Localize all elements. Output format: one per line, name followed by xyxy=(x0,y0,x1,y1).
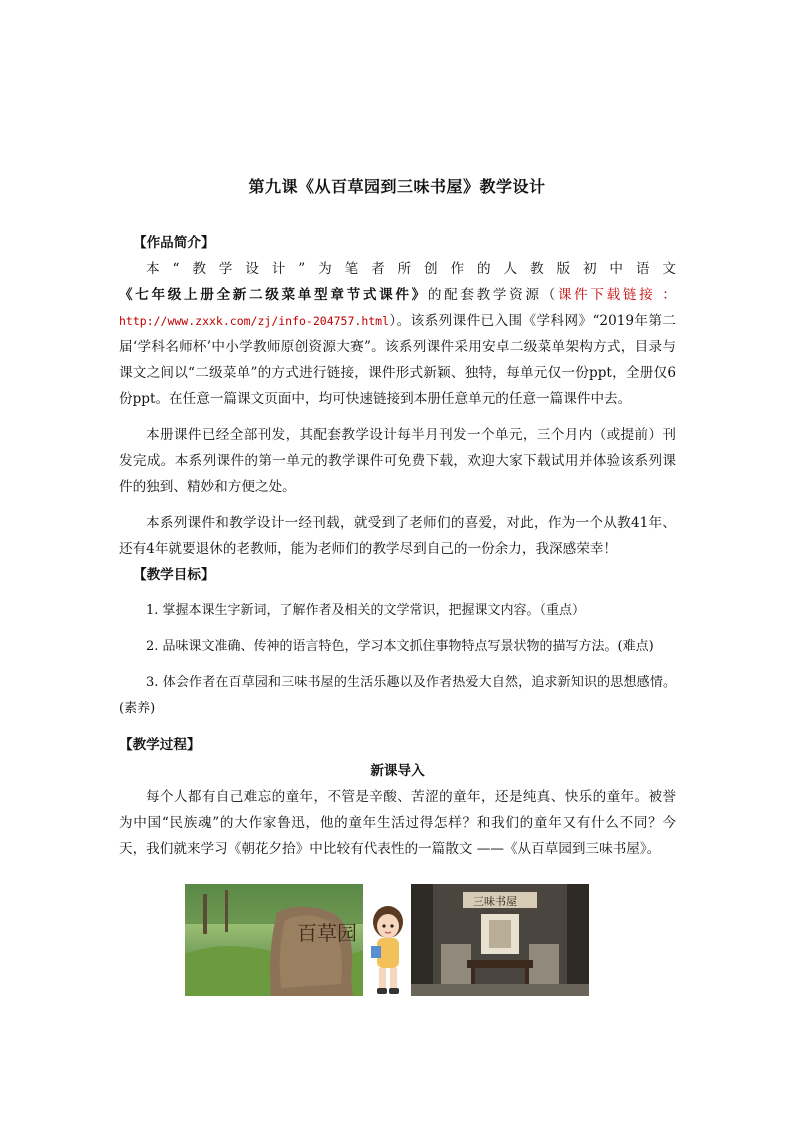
goal-item-2: 2. 品味课文准确、传神的语言特色，学习本文抓住事物特点写景状物的描写方法。(难点) xyxy=(146,639,654,654)
intro-heading: 【作品简介】 xyxy=(133,235,215,251)
girl-cartoon-icon xyxy=(365,902,411,996)
goal-item-3: 3. 体会作者在百草园和三味书屋的生活乐趣以及作者热爱大自然，追求新知识的思想感情。(素养) xyxy=(119,675,676,716)
download-link-url[interactable]: http://www.zxxk.com/zj/info-204757.html xyxy=(119,314,390,328)
course-title: 《七年级上册全新二级菜单型章节式课件》 xyxy=(119,287,428,303)
process-subheading: 新课导入 xyxy=(370,763,425,779)
intro-text: ）。该系列课件已入围《学科网》“2019年第二届‘学科名师杯’中小学教师原创资源大赛”。该系列课件采用安卓二级菜单架构方式，目录与课文之间以“二级菜单”的方式进行链接，课件形式新颖、独特，每单元仅一份ppt，全册仅6份ppt。在任意一篇课文页面中，均可快速链接到本册任意单元的任意一篇课件中去。 xyxy=(119,313,676,407)
baicaoyuan-scene xyxy=(185,884,363,996)
stone-inscription: 百草园 xyxy=(297,921,357,945)
illustration-strip xyxy=(185,884,589,996)
intro-paragraph-3: 本系列课件和教学设计一经刊载，就受到了老师们的喜爱，对此，作为一个从教41年、还有4年就要退休的老教师，能为老师们的教学尽到自己的一份余力，我深感荣幸！ xyxy=(119,515,676,557)
page-title: 第九课《从百草园到三味书屋》教学设计 xyxy=(248,177,546,196)
intro-paragraph-1 xyxy=(119,256,676,412)
plaque-text: 三味书屋 xyxy=(473,895,517,908)
intro-paragraph-2: 本册课件已经全部刊发，其配套教学设计每半月刊发一个单元，三个月内（或提前）刊发完成。本系列课件的第一单元的教学课件可免费下载，欢迎大家下载试用并体验该系列课件的独到、精妙和方便之处。 xyxy=(119,427,676,495)
document-body xyxy=(119,230,676,862)
baicaoyuan-photo xyxy=(185,884,363,996)
process-paragraph: 每个人都有自己难忘的童年，不管是辛酸、苦涩的童年，还是纯真、快乐的童年。被誉为中国“民族魂”的大作家鲁迅，他的童年生活过得怎样？和我们的童年又有什么不同？今天，我们就来学习《朝花夕拾》中比较有代表性的一篇散文 ——《从百草园到三味书屋》。 xyxy=(119,789,676,857)
intro-text: 本“教学设计”为笔者所创作的人教版初中语文 xyxy=(146,261,676,277)
sanweishuwu-photo xyxy=(411,884,589,996)
intro-text: 的配套教学资源（ xyxy=(427,287,558,303)
download-link-label: 课件下载链接 ： xyxy=(557,287,677,303)
goal-item-1: 1. 掌握本课生字新词，了解作者及相关的文学常识，把握课文内容。（重点） xyxy=(146,603,586,618)
goals-heading: 【教学目标】 xyxy=(133,567,215,583)
process-heading: 【教学过程】 xyxy=(119,737,201,753)
sanweishuwu-scene xyxy=(411,884,589,996)
